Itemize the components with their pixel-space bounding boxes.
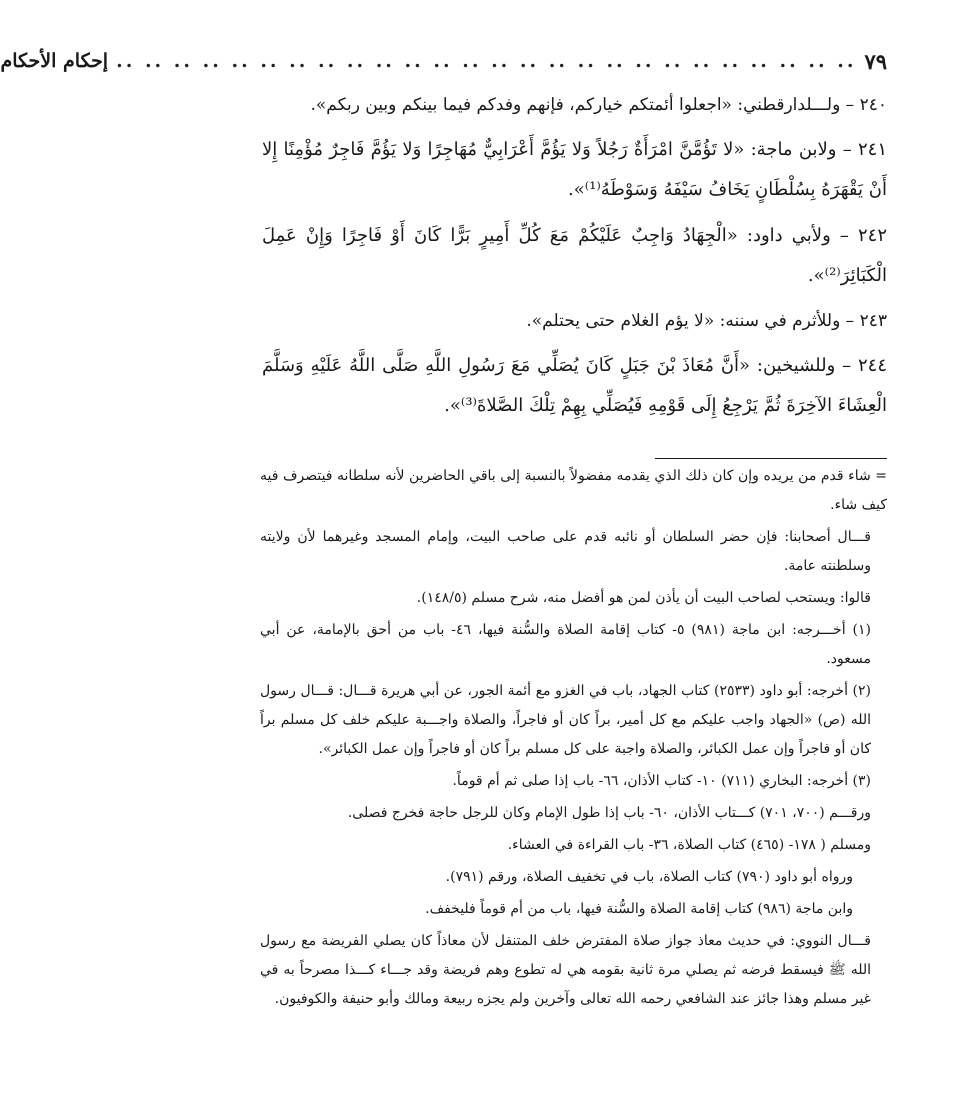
footnote-3-abudawud: ورواه أبو داود (٧٩٠) كتاب الصلاة، باب في تخفيف الصلاة، ورقم (٧٩١). [445,869,853,885]
footnote-nawawi: قـــال النووي: في حديث معاذ جواز صلاة المفترض خلف المتنفل لأن معاذاً كان يصلي الفريضة مع رسول الله ﷺ فيسقط فرضه ثم يصلي مرة ثانية بقومه هي له تطوع وهم فريضة وقد جـــاء كـــذا مصرحاً به في غير مسلم وهذا جائز عند الشافعي رحمه الله تعالى وآخرين ولم يجزه ربيعة ومالك وأبو حنيفة والكوفيون. [260,933,871,1007]
footnote-3-muslim: ومسلم ( ١٧٨- (٤٦٥) كتاب الصلاة، ٣٦- باب القراءة في العشاء. [507,837,871,853]
hadith-242: ٢٤٢ – ولأبي داود: «الْجِهَادُ وَاجِبٌ عَلَيْكُمْ مَعَ كُلِّ أَمِيرٍ بَرًّا كَانَ أَوْ فَاجِرًا وَإِنْ عَمِلَ الْكَبَائِرَ⁽²⁾». [262,225,887,286]
page-header [0,44,887,78]
hadith-240: ٢٤٠ – ولـــلدارقطني: «اجعلوا أئمتكم خياركم، فإنهم وفدكم فيما بينكم وبين ربكم». [310,95,887,115]
running-title: إحكام الأحكام [0,50,109,72]
header-leader-dots: .. .. .. .. .. .. .. .. .. .. .. .. .. .. .. .. .. .. .. .. .. .. .. .. .. .. [116,50,857,72]
page-number: ٧٩ [864,48,887,74]
footnote-2: (٢) أخرجه: أبو داود (٢٥٣٣) كتاب الجهاد، باب في الغزو مع أئمة الجور، عن أبي هريرة قـــال: قـــال رسول الله (ص) «الجهاد واجب عليكم مع كل أمير، براً كان أو فاجراً، والصلاة واجـــبة عليكم خلف كل مسلم براً كان أو فاجراً وإن عمل الكبائر، والصلاة واجبة على كل مسلم براً كان أو فاجراً وإن عمل الكبائر». [260,683,872,757]
hadith-243: ٢٤٣ – وللأثرم في سننه: «لا يؤم الغلام حتى يحتلم». [526,311,887,331]
main-text [262,86,887,432]
footnote-3: (٣) أخرجه: البخاري (٧١١) ١٠- كتاب الأذان، ٦٦- باب إذا صلى ثم أم قوماً. [452,773,871,789]
footnote-3-raqm: ورقـــم (٧٠٠، ٧٠١) كـــتاب الأذان، ٦٠- باب إذا طول الإمام وكان للرجل حاجة فخرج فصلى. [347,805,871,821]
footnote-3-ibnmajah: وابن ماجة (٩٨٦) كتاب إقامة الصلاة والسُّنة فيها، باب من أم قوماً فليخفف. [425,901,853,917]
hadith-244: ٢٤٤ – وللشيخين: «أَنَّ مُعَاذَ بْنَ جَبَلٍ كَانَ يُصَلِّي مَعَ رَسُولِ اللَّهِ صَلَّى اللَّهُ عَلَيْهِ وَسَلَّمَ الْعِشَاءَ الآخِرَةَ ثُمَّ يَرْجِعُ إِلَى قَوْمِهِ فَيُصَلِّي بِهِمْ تِلْكَ الصَّلاةَ⁽³⁾». [262,355,887,416]
footnotes [260,462,887,1017]
footnote-ashab: قـــال أصحابنا: فإن حضر السلطان أو نائبه قدم على صاحب البيت، وإمام المسجد وغيرهما لأن ولايته وسلطنته عامة. [260,529,871,574]
hadith-241: ٢٤١ – ولابن ماجة: «لا تَؤُمَّنَّ امْرَأَةٌ رَجُلاً وَلا يَؤُمَّ أَعْرَابِيٌّ مُهَاجِرًا وَلا يَؤُمَّ فَاجِرٌ مُؤْمِنًا إِلا أَنْ يَقْهَرَهُ بِسُلْطَانٍ يَخَافُ سَيْفَهُ وَسَوْطَهُ⁽¹⁾». [262,139,887,200]
footnote-continuation: = شاء قدم من يريده وإن كان ذلك الذي يقدمه مفضولاً بالنسبة إلى باقي الحاضرين لأنه سلطانه فيتصرف فيه كيف شاء. [260,468,887,513]
footnote-1: (١) أخـــرجه: ابن ماجة (٩٨١) ٥- كتاب إقامة الصلاة والسُّنة فيها، ٤٦- باب من أحق بالإمامة، عن أبي مسعود. [260,622,871,667]
footnote-qalu: قالوا: ويستحب لصاحب البيت أن يأذن لمن هو أفضل منه، شرح مسلم (١٤٨/٥). [416,590,871,606]
footnote-separator [655,458,887,459]
